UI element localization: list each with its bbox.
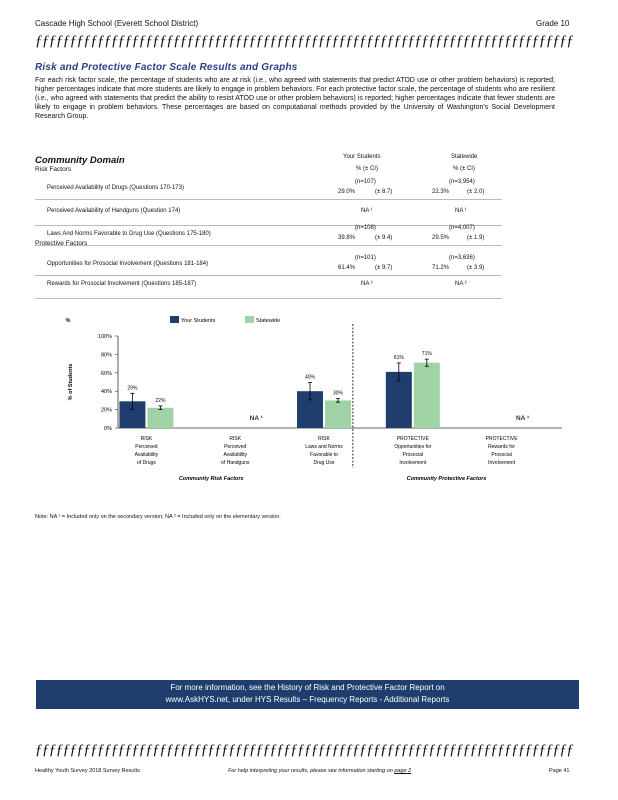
row-n_w: (n=3,954) bbox=[449, 179, 475, 185]
category-label: Drug Use bbox=[313, 460, 335, 466]
legend-swatch-0 bbox=[170, 316, 179, 323]
section-title: Risk and Protective Factor Scale Results and Graphs bbox=[35, 62, 298, 73]
data-label: 30% bbox=[333, 390, 344, 397]
category-label: Rewards for bbox=[488, 444, 516, 450]
category-label: Availability bbox=[134, 452, 159, 458]
data-label: 40% bbox=[305, 374, 316, 381]
row-pct_s: NA ¹ bbox=[361, 208, 373, 214]
category-label: of Handguns bbox=[221, 460, 250, 466]
banner-line-2: www.AskHYS.net, under HYS Results – Frequency Reports - Additional Reports bbox=[165, 695, 450, 704]
row-ci_s: (± 9.7) bbox=[375, 265, 393, 271]
data-label: 22% bbox=[155, 397, 166, 404]
data-label: 29% bbox=[127, 385, 138, 392]
category-label: Involvement bbox=[399, 460, 427, 466]
na-label: NA ¹ bbox=[516, 415, 530, 422]
category-label: Perceived bbox=[135, 444, 158, 450]
decorative-rule-bottom: ƒƒƒƒƒƒƒƒƒƒƒƒƒƒƒƒƒƒƒƒƒƒƒƒƒƒƒƒƒƒƒƒƒƒƒƒƒƒƒƒƒƒƒƒƒƒƒƒƒƒƒƒƒƒƒƒƒƒƒƒƒƒƒƒƒƒƒƒƒƒƒƒƒƒƒƒƒƒ bbox=[35, 742, 574, 758]
row-label: Laws And Norms Favorable to Drug Use (Questions 175-180) bbox=[47, 231, 211, 237]
category-label: Prosocial bbox=[491, 452, 512, 458]
row-label: Opportunities for Prosocial Involvement (Questions 181-184) bbox=[47, 261, 209, 267]
page-2-link[interactable]: page 2 bbox=[394, 768, 412, 774]
y-tick-label: 60% bbox=[100, 370, 112, 377]
legend-swatch-1 bbox=[245, 316, 254, 323]
banner-line-1: For more information, see the History of Risk and Protective Factor Report on bbox=[170, 683, 445, 692]
intro-paragraph: For each risk factor scale, the percentage of students who are at risk (i.e., who agreed with statements that predict ATOD use or other problem behaviors) is reported; higher percentages indicate that more students are likely to engage in problem behaviors. For each protective factor scale, the percentage of students who are resilient (i.e., who agreed with statements that predict the ability to resist ATOD use or other problem behaviors) is reported; higher percentages indicate that fewer students are likely to engage in problem behaviors. These percentages are based on computational methods provided by the University of Washington's Social Development Research Group. bbox=[35, 77, 555, 120]
na-label: NA ¹ bbox=[249, 415, 263, 422]
decorative-rule-top: ƒƒƒƒƒƒƒƒƒƒƒƒƒƒƒƒƒƒƒƒƒƒƒƒƒƒƒƒƒƒƒƒƒƒƒƒƒƒƒƒƒƒƒƒƒƒƒƒƒƒƒƒƒƒƒƒƒƒƒƒƒƒƒƒƒƒƒƒƒƒƒƒƒƒƒƒƒƒ bbox=[35, 33, 574, 49]
row-pct_s: 29.0% bbox=[338, 189, 356, 195]
row-divider bbox=[35, 199, 502, 200]
row-pct_w: 29.5% bbox=[432, 235, 450, 241]
y-tick-label: 100% bbox=[97, 334, 112, 340]
y-tick-label: 20% bbox=[100, 407, 112, 414]
category-label: Laws and Norms bbox=[305, 444, 343, 450]
row-n_w: (n=4,007) bbox=[449, 225, 475, 231]
row-pct_w: NA ² bbox=[455, 281, 467, 287]
category-label: Opportunities for bbox=[394, 444, 432, 450]
row-pct_s: NA ² bbox=[361, 281, 373, 287]
grade-label: Grade 10 bbox=[536, 19, 570, 28]
row-label: Perceived Availability of Handguns (Question 174) bbox=[47, 208, 181, 214]
category-label: of Drugs bbox=[136, 460, 156, 466]
col-pct-statewide: % (± CI) bbox=[453, 166, 475, 172]
row-pct_w: 71.2% bbox=[432, 265, 450, 271]
row-ci_w: (± 2.0) bbox=[467, 189, 485, 195]
group-label-protective: Community Protective Factors bbox=[406, 476, 487, 482]
row-n_s: (n=101) bbox=[355, 255, 376, 261]
category-label: Favorable to bbox=[310, 452, 338, 458]
info-banner bbox=[36, 680, 579, 709]
col-statewide: Statewide bbox=[451, 154, 478, 160]
bar-chart bbox=[30, 310, 590, 500]
y-axis-unit-symbol: % bbox=[65, 318, 71, 324]
category-label: RISK bbox=[140, 436, 153, 442]
row-pct_w: 22.3% bbox=[432, 189, 450, 195]
row-n_s: (n=107) bbox=[355, 179, 376, 185]
row-divider bbox=[35, 298, 502, 299]
bar-1-2 bbox=[325, 400, 351, 428]
category-label: Involvement bbox=[488, 460, 516, 466]
protective-factors-label: Protective Factors bbox=[35, 240, 88, 247]
school-name: Cascade High School (Everett School District) bbox=[35, 19, 199, 28]
category-label: Prosocial bbox=[402, 452, 424, 458]
footer-help bbox=[228, 768, 411, 774]
category-label: RISK bbox=[229, 436, 242, 442]
group-label-risk: Community Risk Factors bbox=[178, 476, 244, 482]
col-your-students: Your Students bbox=[343, 154, 381, 160]
category-label: Availability bbox=[223, 452, 247, 458]
y-tick-label: 80% bbox=[100, 352, 112, 359]
row-ci_w: (± 1.9) bbox=[467, 235, 485, 241]
row-divider bbox=[35, 275, 502, 276]
row-divider bbox=[35, 225, 502, 226]
col-pct-students: % (± CI) bbox=[356, 166, 378, 172]
data-label: 61% bbox=[393, 354, 404, 361]
row-pct_s: 61.4% bbox=[338, 265, 356, 271]
risk-factors-label: Risk Factors bbox=[35, 166, 72, 173]
row-n_s: (n=108) bbox=[355, 225, 376, 231]
bar-1-3 bbox=[414, 363, 440, 428]
data-label: 71% bbox=[421, 351, 432, 358]
category-label: RISK bbox=[318, 436, 330, 442]
category-label: PROTECTIVE bbox=[396, 436, 429, 442]
row-ci_s: (± 9.4) bbox=[375, 235, 393, 241]
row-n_w: (n=3,636) bbox=[449, 255, 475, 261]
category-label: PROTECTIVE bbox=[485, 436, 518, 442]
bar-1-0 bbox=[147, 408, 173, 428]
row-ci_w: (± 3.9) bbox=[467, 265, 485, 271]
row-pct_s: 39.8% bbox=[338, 235, 356, 241]
legend-label-1: Statewide bbox=[256, 318, 281, 324]
y-axis-label: % of Students bbox=[68, 363, 74, 401]
row-divider bbox=[35, 245, 502, 246]
domain-title: Community Domain bbox=[35, 155, 125, 166]
legend-label-0: Your Students bbox=[181, 318, 216, 324]
footer-help-text: For help interpreting your results, please see information starting on bbox=[228, 768, 393, 774]
category-label: Perceived bbox=[224, 444, 247, 450]
row-label: Perceived Availability of Drugs (Questions 170-173) bbox=[47, 185, 184, 191]
footnote: Note: NA ¹ = Included only on the secondary version; NA ² = Included only on the elementary version. bbox=[35, 514, 281, 520]
footer-left: Healthy Youth Survey 2018 Survey Results bbox=[35, 768, 140, 774]
row-pct_w: NA ¹ bbox=[455, 208, 467, 214]
row-label: Rewards for Prosocial Involvement (Questions 185-187) bbox=[47, 281, 197, 287]
page-number: Page 41 bbox=[549, 768, 570, 774]
y-tick-label: 40% bbox=[100, 389, 112, 396]
row-ci_s: (± 8.7) bbox=[375, 189, 393, 195]
y-tick-label: 0% bbox=[104, 426, 112, 432]
